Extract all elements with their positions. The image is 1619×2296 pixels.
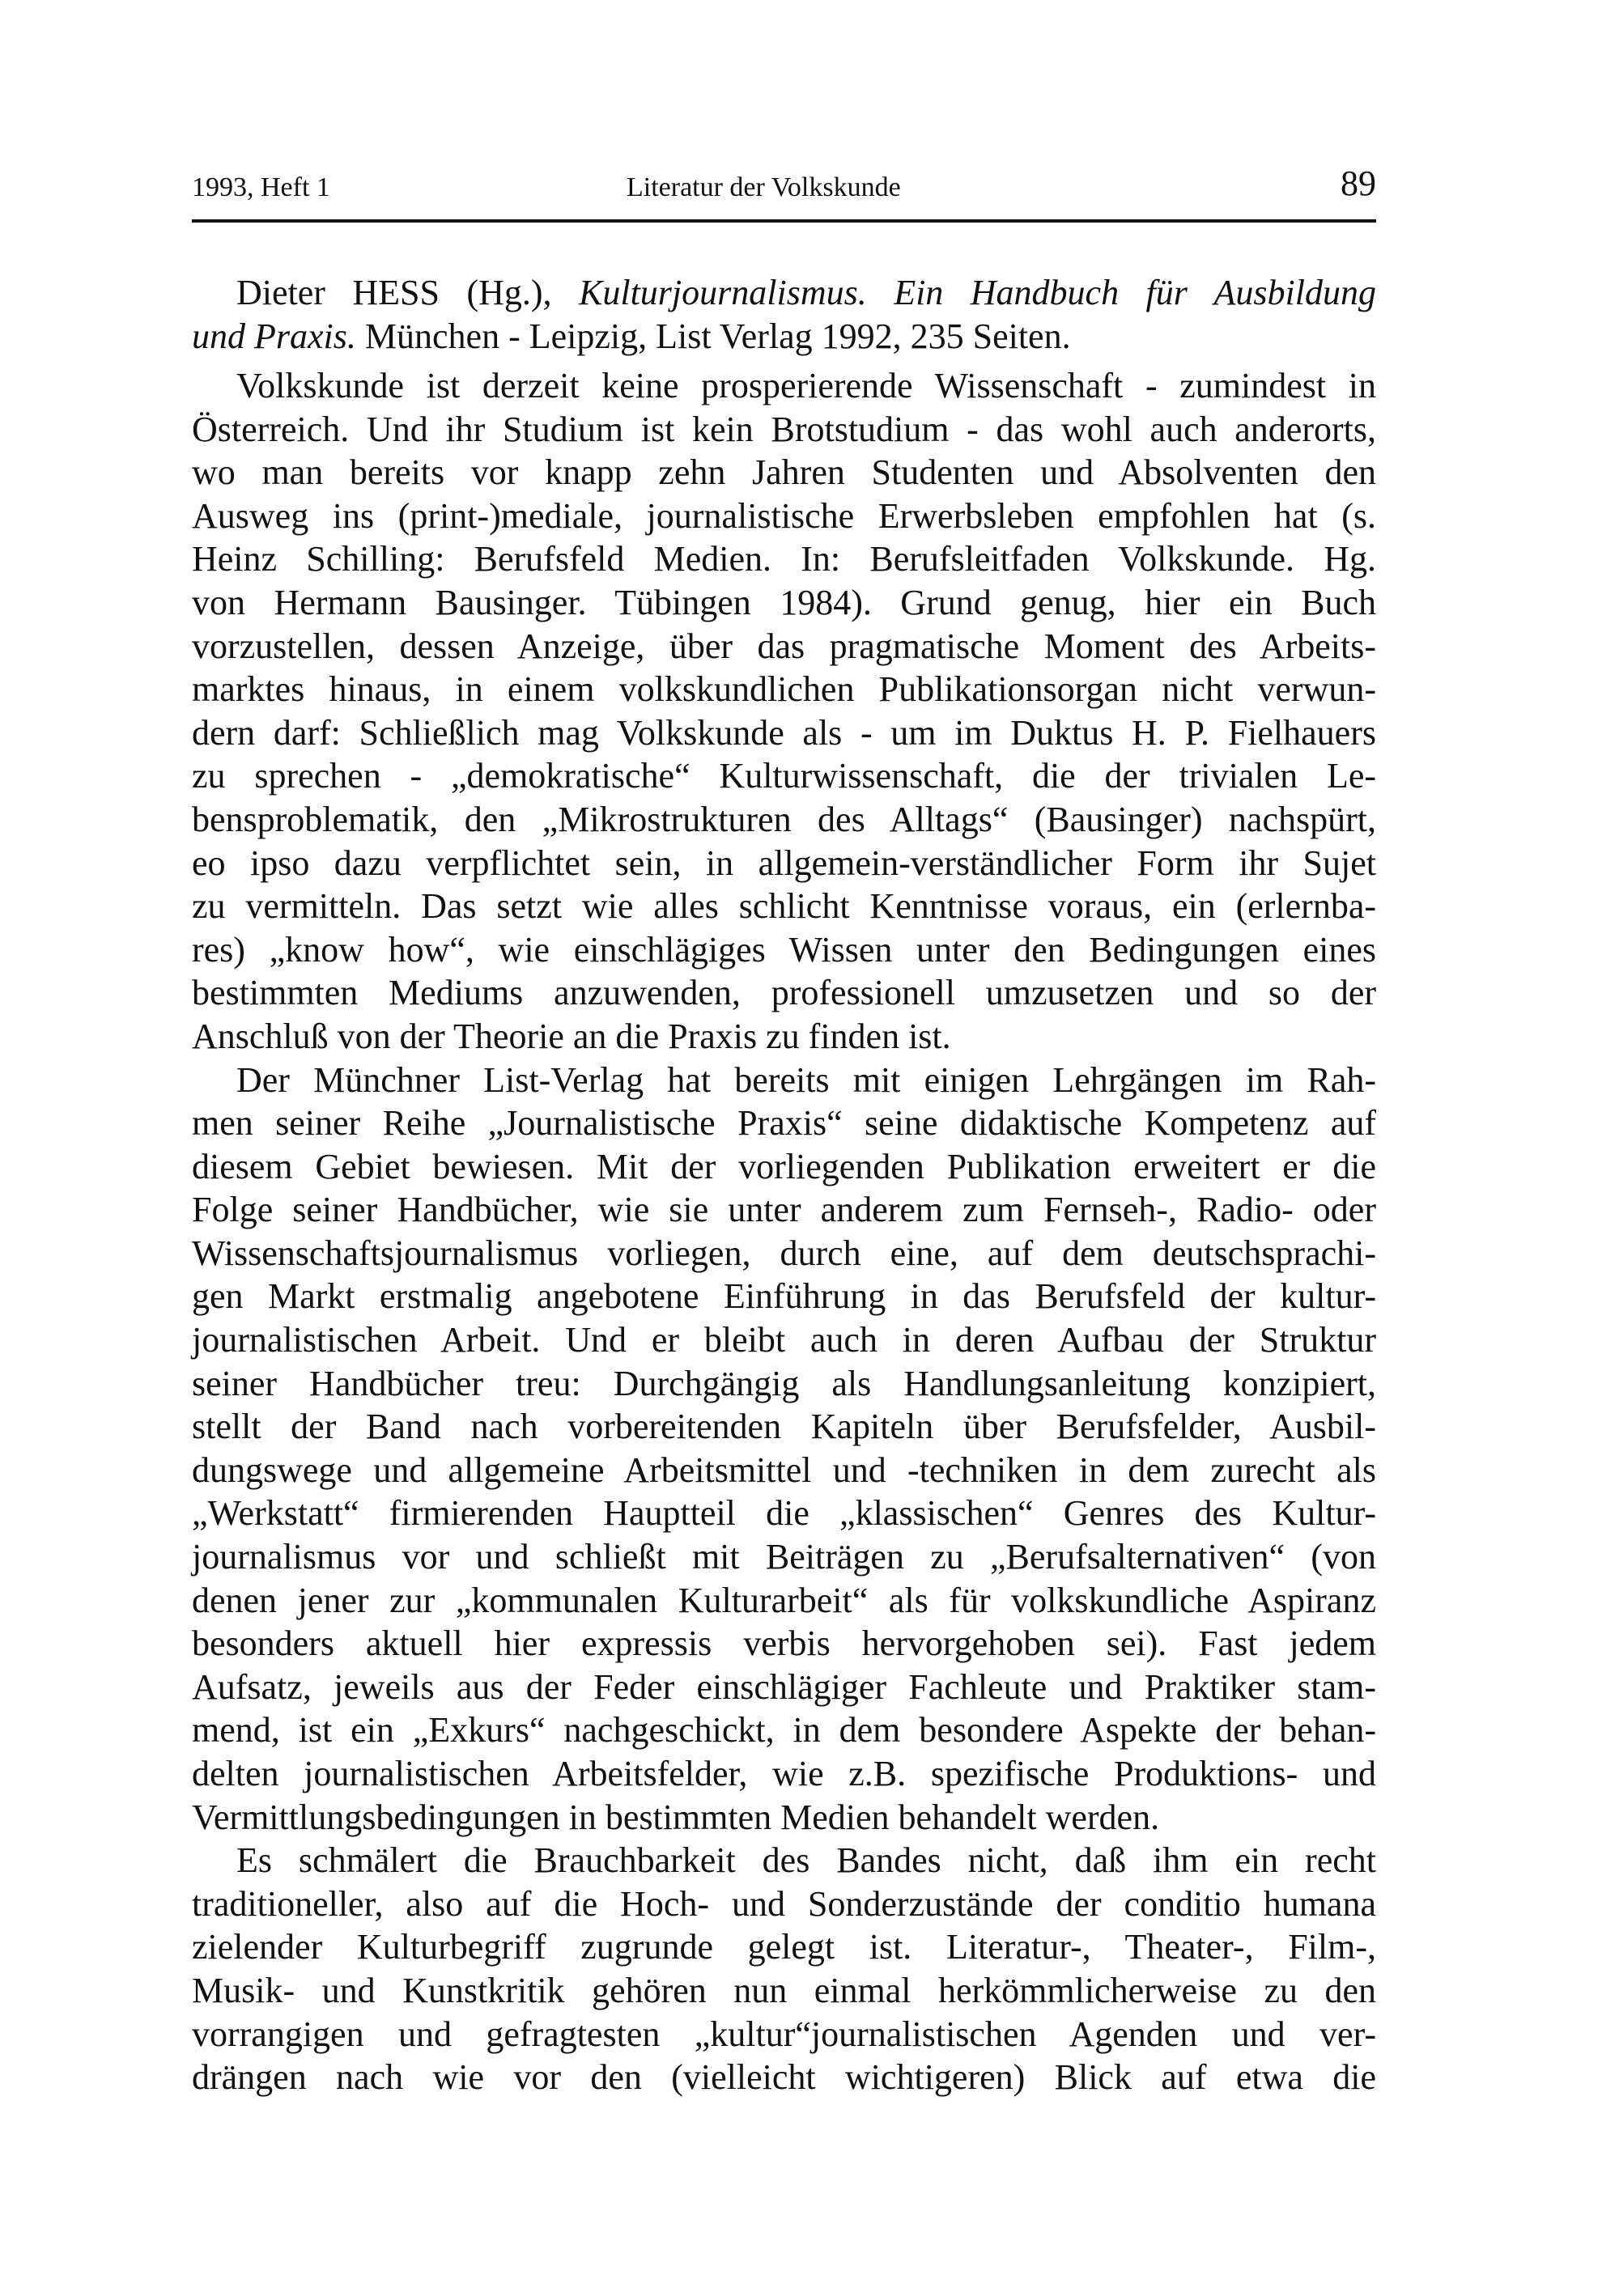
text-line: denen jener zur „kommunalen Kulturarbeit“ als für volkskundliche Aspiranz bbox=[192, 1580, 1376, 1620]
text-line: Heinz Schilling: Berufsfeld Medien. In: Berufsleitfaden Volkskunde. Hg. bbox=[192, 539, 1376, 579]
text-line: von Hermann Bausinger. Tübingen 1984). Grund genug, hier ein Buch bbox=[192, 582, 1376, 622]
text-line: eo ipso dazu verpflichtet sein, in allgemein-verständlicher Form ihr Sujet bbox=[192, 842, 1376, 883]
text-line: journalistischen Arbeit. Und er bleibt auch in deren Aufbau der Struktur bbox=[192, 1320, 1376, 1360]
text-line: Aufsatz, jeweils aus der Feder einschlägiger Fachleute und Praktiker stam- bbox=[192, 1666, 1376, 1707]
text-line: journalismus vor und schließt mit Beiträgen zu „Berufsalternativen“ (von bbox=[192, 1537, 1376, 1577]
text-line: traditioneller, also auf die Hoch- und Sonderzustände der conditio humana bbox=[192, 1883, 1376, 1924]
section-title: Literatur der Volkskunde bbox=[627, 172, 901, 202]
bibliographic-reference bbox=[192, 271, 1376, 358]
text-line: dern darf: Schließlich mag Volkskunde als - um im Duktus H. P. Fielhauers bbox=[192, 712, 1376, 753]
text-line: res) „know how“, wie einschlägiges Wissen unter den Bedingungen eines bbox=[192, 929, 1376, 970]
text-line: bestimmten Mediums anzuwenden, professionell umzusetzen und so der bbox=[192, 973, 1376, 1013]
running-header bbox=[192, 163, 1376, 206]
text-line: wo man bereits vor knapp zehn Jahren Studenten und Absolventen den bbox=[192, 452, 1376, 493]
text-line: Ausweg ins (print-)mediale, journalistische Erwerbsleben empfohlen hat (s. bbox=[192, 495, 1376, 536]
text-line: marktes hinaus, in einem volkskundlichen Publikationsorgan nicht verwun- bbox=[192, 669, 1376, 710]
text-line: men seiner Reihe „Journalistische Praxis“ seine didaktische Kompetenz auf bbox=[192, 1103, 1376, 1144]
text-line: Volkskunde ist derzeit keine prosperierende Wissenschaft - zumindest in bbox=[236, 366, 1376, 405]
text-line: delten journalistischen Arbeitsfelder, wie z.B. spezifische Produktions- und bbox=[192, 1754, 1376, 1793]
text-line: vorrangigen und gefragtesten „kultur“journalistischen Agenden und ver- bbox=[192, 2014, 1376, 2054]
text-line: stellt der Band nach vorbereitenden Kapiteln über Berufsfelder, Ausbil- bbox=[192, 1407, 1376, 1447]
paragraph bbox=[192, 1059, 1376, 1840]
text-line: zu sprechen - „demokratische“ Kulturwissenschaft, die der trivialen Le- bbox=[192, 756, 1376, 796]
text-line: besonders aktuell hier expressis verbis hervorgehoben sei). Fast jedem bbox=[192, 1623, 1376, 1664]
text-line: zu vermitteln. Das setzt wie alles schlicht Kenntnisse voraus, ein (erlernba- bbox=[192, 886, 1376, 927]
reference-line bbox=[192, 271, 1376, 315]
paragraph bbox=[192, 1839, 1376, 2099]
text-line: zielender Kulturbegriff zugrunde gelegt ist. Literatur-, Theater-, Film-, bbox=[192, 1927, 1376, 1967]
issue-label: 1993, Heft 1 bbox=[192, 172, 330, 202]
text-line: vorzustellen, dessen Anzeige, über das pragmatische Moment des Arbeits- bbox=[192, 626, 1376, 666]
reference-author: Dieter HESS (Hg.), bbox=[236, 273, 579, 312]
text-line: drängen nach wie vor den (vielleicht wichtigeren) Blick auf etwa die bbox=[192, 2057, 1376, 2098]
text-line: Musik- und Kunstkritik gehören nun einmal herkömmlicherweise zu den bbox=[192, 1970, 1376, 2010]
text-line: mend, ist ein „Exkurs“ nachgeschickt, in dem besondere Aspekte der behan- bbox=[192, 1710, 1376, 1751]
text-line: bensproblematik, den „Mikrostrukturen des Alltags“ (Bausinger) nachspürt, bbox=[192, 799, 1376, 839]
reference-title-cont: und Praxis. bbox=[192, 316, 356, 356]
text-line: „Werkstatt“ firmierenden Hauptteil die „klassischen“ Genres des Kultur- bbox=[192, 1493, 1376, 1534]
text-line: Folge seiner Handbücher, wie sie unter anderem zum Fernseh-, Radio- oder bbox=[192, 1190, 1376, 1230]
reference-line bbox=[192, 315, 1376, 359]
reference-publisher: München - Leipzig, List Verlag 1992, 235 Seiten. bbox=[355, 316, 1071, 356]
review-body bbox=[192, 364, 1376, 2099]
text-line: Wissenschaftsjournalismus vorliegen, durch eine, auf dem deutschsprachi- bbox=[192, 1233, 1376, 1273]
paragraph bbox=[192, 364, 1376, 1059]
reference-title: Kulturjournalismus. Ein Handbuch für Ausbildung bbox=[579, 273, 1376, 312]
text-line: seiner Handbücher treu: Durchgängig als Handlungsanleitung konzipiert, bbox=[192, 1363, 1376, 1403]
text-line: Es schmälert die Brauchbarkeit des Bandes nicht, daß ihm ein recht bbox=[236, 1840, 1376, 1881]
text-line: Der Münchner List-Verlag hat bereits mit einigen Lehrgängen im Rah- bbox=[236, 1059, 1376, 1100]
text-line: diesem Gebiet bewiesen. Mit der vorliegenden Publikation erweitert er die bbox=[192, 1146, 1376, 1186]
page-number: 89 bbox=[1341, 163, 1376, 203]
text-line: dungswege und allgemeine Arbeitsmittel und -techniken in dem zurecht als bbox=[192, 1449, 1376, 1490]
text-line: Vermittlungsbedingungen in bestimmten Medien behandelt werden. bbox=[192, 1797, 1160, 1837]
text-line: Österreich. Und ihr Studium ist kein Brotstudium - das wohl auch anderorts, bbox=[192, 409, 1376, 449]
text-line: gen Markt erstmalig angebotene Einführung in das Berufsfeld der kultur- bbox=[192, 1276, 1376, 1317]
text-line: Anschluß von der Theorie an die Praxis zu finden ist. bbox=[192, 1016, 951, 1056]
header-rule bbox=[192, 219, 1376, 223]
